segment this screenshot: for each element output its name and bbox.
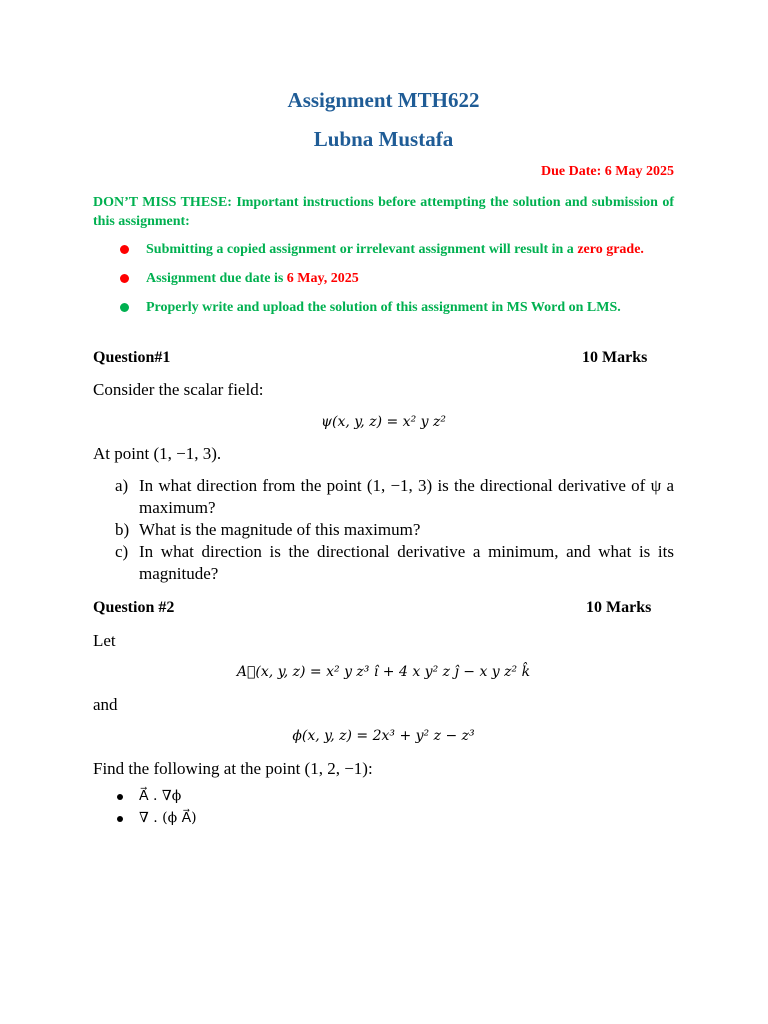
question-2-heading bbox=[93, 599, 674, 617]
question-1-parts bbox=[93, 475, 674, 585]
question-2-items bbox=[93, 788, 197, 832]
phi-equation: ϕ(x, y, z) = 2x³ + y² z − z³ bbox=[292, 728, 475, 744]
list-item bbox=[93, 788, 197, 810]
list-item bbox=[93, 519, 674, 541]
scalar-field-equation: ψ(x, y, z) = x² y z² bbox=[321, 414, 446, 430]
question-marks: 10 Marks bbox=[582, 349, 648, 366]
part-text: In what direction from the point (1, −1, 3) is the directional derivative of ψ a maximum? bbox=[139, 476, 674, 517]
part-text: In what direction is the directional derivative a minimum, and what is its magnitude? bbox=[139, 542, 674, 583]
math-expression: ∇ . (ϕ A⃗) bbox=[139, 810, 197, 826]
question-1-intro: Consider the scalar field: bbox=[93, 380, 264, 399]
due-date: Due Date: 6 May 2025 bbox=[541, 164, 674, 179]
instruction-highlight: 6 May, 2025 bbox=[286, 271, 359, 286]
find-text: Find the following at the point (1, 2, −1): bbox=[93, 759, 373, 778]
instructions-list bbox=[93, 240, 674, 327]
question-marks: 10 Marks bbox=[586, 599, 652, 616]
bullet-icon bbox=[120, 274, 129, 283]
list-item bbox=[93, 810, 197, 832]
and-text: and bbox=[93, 695, 118, 714]
instruction-text: Properly write and upload the solution of this assignment in MS Word on LMS. bbox=[146, 300, 621, 315]
list-item bbox=[93, 541, 674, 585]
vector-field-equation: A⃗(x, y, z) = x² y z³ î + 4 x y² z ĵ − x y z² k̂ bbox=[236, 664, 531, 680]
instruction-text: Submitting a copied assignment or irrelevant assignment will result in a bbox=[146, 242, 578, 257]
document-page bbox=[93, 0, 674, 1024]
point-text: At point (1, −1, 3). bbox=[93, 444, 222, 463]
instruction-highlight: zero grade. bbox=[577, 242, 644, 257]
author-name: Lubna Mustafa bbox=[313, 127, 454, 151]
list-item bbox=[93, 298, 674, 317]
list-item bbox=[93, 269, 674, 288]
document-title: Assignment MTH622 bbox=[287, 88, 480, 112]
part-label: b) bbox=[115, 520, 130, 539]
part-label: a) bbox=[115, 476, 129, 495]
bullet-icon bbox=[117, 816, 123, 822]
part-text: What is the magnitude of this maximum? bbox=[139, 520, 421, 539]
instructions-intro: DON’T MISS THESE: Important instructions before attempting the solution and submission of this assignment: bbox=[93, 195, 674, 229]
math-expression: A⃗ . ∇ϕ bbox=[139, 788, 182, 804]
bullet-icon bbox=[120, 303, 129, 312]
list-item bbox=[93, 475, 674, 519]
question-title: Question#1 bbox=[93, 349, 171, 366]
question-title: Question #2 bbox=[93, 599, 175, 616]
bullet-icon bbox=[120, 245, 129, 254]
let-text: Let bbox=[93, 631, 116, 650]
part-label: c) bbox=[115, 542, 129, 561]
instruction-text: Assignment due date is bbox=[146, 271, 287, 286]
question-1-heading bbox=[93, 349, 674, 367]
bullet-icon bbox=[117, 794, 123, 800]
list-item bbox=[93, 240, 674, 259]
